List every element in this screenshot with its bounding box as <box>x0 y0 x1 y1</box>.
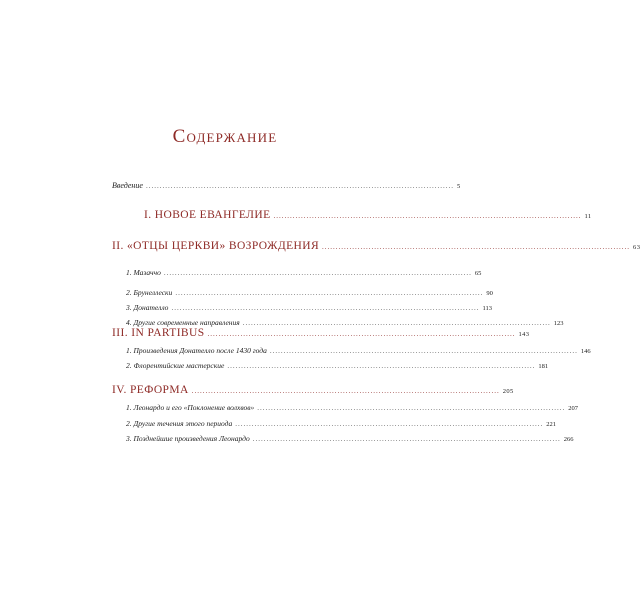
toc-part-label: III. IN PARTIBUS <box>112 327 205 339</box>
leader-dots: ................................................................................................................ <box>227 362 536 370</box>
toc-part-label: II. «ОТЦЫ ЦЕРКВИ» ВОЗРОЖДЕНИЯ <box>112 240 320 252</box>
toc-entry-label: 1. Произведения Донателло после 1430 года <box>126 346 267 355</box>
toc-entry[interactable] <box>126 288 493 297</box>
toc-page-number: 207 <box>568 405 578 412</box>
toc-page-number: 113 <box>482 305 492 312</box>
toc-entry[interactable] <box>126 268 482 277</box>
leader-dots: ................................................................................................................ <box>175 289 484 297</box>
toc-part-2[interactable] <box>112 240 640 252</box>
toc-entry[interactable] <box>126 361 549 370</box>
leader-dots: ................................................................................................................ <box>163 269 472 277</box>
leader-dots: ................................................................................................................ <box>145 182 454 190</box>
leader-dots: ................................................................................................................ <box>207 330 516 338</box>
toc-part-label: IV. РЕФОРМА <box>112 384 189 396</box>
toc-entry-label: 3. Донателло <box>126 303 169 312</box>
leader-dots: ................................................................................................................ <box>191 387 500 395</box>
leader-dots: ................................................................................................................ <box>171 304 480 312</box>
toc-entry-label: 3. Позднейшие произведения Леонардо <box>126 434 250 443</box>
toc-page-number: 266 <box>563 436 574 443</box>
toc-entry-label: 2. Брунеллески <box>126 288 173 297</box>
toc-entry-label: 1. Мазаччо <box>126 268 161 277</box>
toc-page-number: 143 <box>518 331 530 338</box>
toc-part-4[interactable] <box>112 384 514 396</box>
toc-entry-label: Введение <box>112 181 143 190</box>
leader-dots: ................................................................................................................ <box>242 319 551 327</box>
toc-entry-label: 1. Леонардо и его «Поклонение волхвов» <box>126 403 255 412</box>
toc-page-number: 221 <box>546 421 556 428</box>
toc-entry-label: 2. Флорентийские мастерские <box>126 361 225 370</box>
leader-dots: ................................................................................................................ <box>322 243 631 251</box>
toc-page-number: 5 <box>456 183 461 190</box>
toc-part-1[interactable] <box>144 209 592 221</box>
toc-part-label: I. НОВОЕ ЕВАНГЕЛИЕ <box>144 209 271 221</box>
toc-entry-label: 4. Другие современные направления <box>126 318 240 327</box>
toc-page-number: 11 <box>584 213 592 220</box>
toc-entry-label: 2. Другие течения этого периода <box>126 419 233 428</box>
toc-page-number: 205 <box>502 388 514 395</box>
toc-entry-introduction[interactable] <box>112 181 461 190</box>
toc-page-number: 63 <box>633 244 640 251</box>
toc-entry[interactable] <box>126 346 591 355</box>
page-title: Содержание <box>172 126 278 147</box>
toc-page-number: 123 <box>553 320 564 327</box>
leader-dots: ................................................................................................................ <box>269 347 578 355</box>
leader-dots: ................................................................................................................ <box>257 404 566 412</box>
toc-entry[interactable] <box>126 303 492 312</box>
leader-dots: ................................................................................................................ <box>252 435 561 443</box>
leader-dots: ................................................................................................................ <box>273 212 582 220</box>
toc-entry[interactable] <box>126 434 574 443</box>
toc-page-number: 65 <box>474 270 482 277</box>
toc-page-number: 146 <box>580 348 591 355</box>
toc-page-number: 90 <box>486 290 493 297</box>
toc-entry[interactable] <box>126 419 556 428</box>
leader-dots: ................................................................................................................ <box>235 420 544 428</box>
toc-entry[interactable] <box>126 318 564 327</box>
toc-part-3[interactable] <box>112 327 530 339</box>
toc-entry[interactable] <box>126 403 578 412</box>
toc-page-number: 181 <box>538 363 549 370</box>
